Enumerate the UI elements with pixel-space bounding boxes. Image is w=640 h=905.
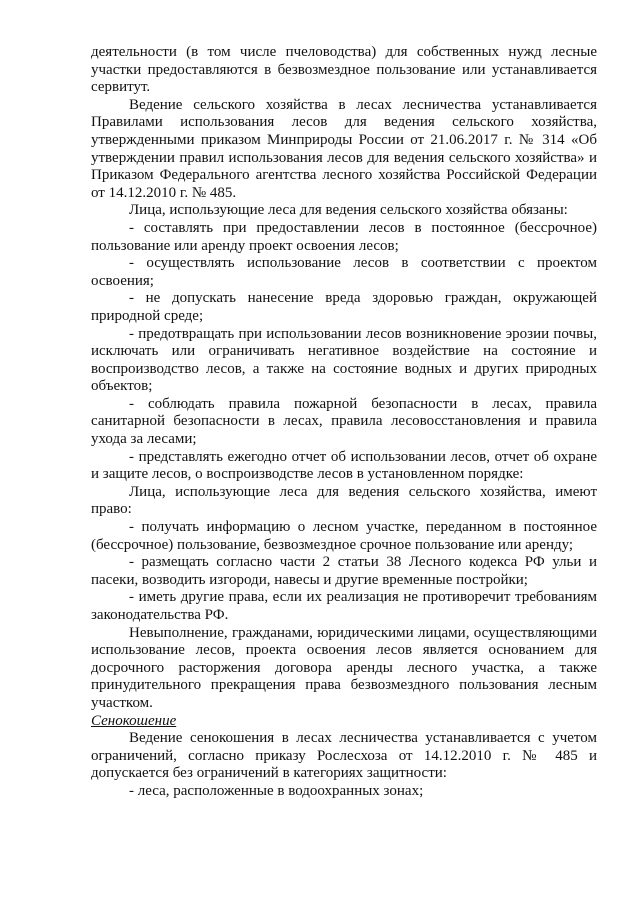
- paragraph-continuation: деятельности (в том числе пчеловодства) для собственных нужд лесные участки предоставляются в безвозмездное пользование или устанавливается сервитут.: [91, 44, 597, 96]
- list-item: - иметь другие права, если их реализация не противоречит требованиям законодательства РФ.: [91, 589, 597, 623]
- list-item: - леса, расположенные в водоохранных зонах;: [129, 782, 424, 799]
- paragraph-rights-intro: Лица, использующие леса для ведения сельского хозяйства, имеют право:: [91, 483, 597, 518]
- document-page: [91, 44, 597, 801]
- list-item: - предотвращать при использовании лесов возникновение эрозии почвы, исключать или ограничивать негативное воздействие на состояние и воспроизводство лесов, а также на состояние водных и других природных объектов;: [91, 325, 597, 395]
- section-heading: Сенокошение: [91, 712, 177, 729]
- list-item: - осуществлять использование лесов в соответствии с проектом освоения;: [91, 255, 597, 289]
- list-item: - соблюдать правила пожарной безопасности в лесах, правила санитарной безопасности в лесах, правила лесовосстановления и правила ухода за лесами;: [91, 395, 597, 448]
- list-item: - размещать согласно части 2 статьи 38 Лесного кодекса РФ ульи и пасеки, возводить изгороди, навесы и другие временные постройки;: [91, 554, 597, 588]
- list-item: - получать информацию о лесном участке, переданном в постоянное (бессрочное) пользование, безвозмездное срочное пользование или аренду;: [91, 519, 597, 553]
- list-item: - представлять ежегодно отчет об использовании лесов, отчет об охране и защите лесов, о воспроизводстве лесов в установленном порядке:: [91, 448, 597, 483]
- paragraph-haymaking: Ведение сенокошения в лесах лесничества устанавливается с учетом ограничений, согласно приказу Рослесхоза от 14.12.2010 г. № 485 и допускается без ограничений в категориях защитности:: [91, 730, 597, 782]
- paragraph-obligations-intro: Лица, использующие леса для ведения сельского хозяйства обязаны:: [129, 202, 568, 219]
- list-item: - не допускать нанесение вреда здоровью граждан, окружающей природной среде;: [91, 290, 597, 324]
- paragraph-agriculture-rules: Ведение сельского хозяйства в лесах лесничества устанавливается Правилами использования лесов для ведения сельского хозяйства, утвержденными приказом Минприроды России от 21.06.2017 г. № 314 «Об утверждении правил использования лесов для ведения сельского хозяйства» и Приказом Федерального агентства лесного хозяйства Российской Федерации от 14.12.2010 г. № 485.: [91, 96, 597, 201]
- list-item: - составлять при предоставлении лесов в постоянное (бессрочное) пользование или аренду проект освоения лесов;: [91, 219, 597, 254]
- paragraph-non-compliance: Невыполнение, гражданами, юридическими лицами, осуществляющими использование лесов, проекта освоения лесов является основанием для досрочного расторжения договора аренды лесного участка, а также принудительного прекращения права безвозмездного пользования лесным участком.: [91, 624, 597, 711]
